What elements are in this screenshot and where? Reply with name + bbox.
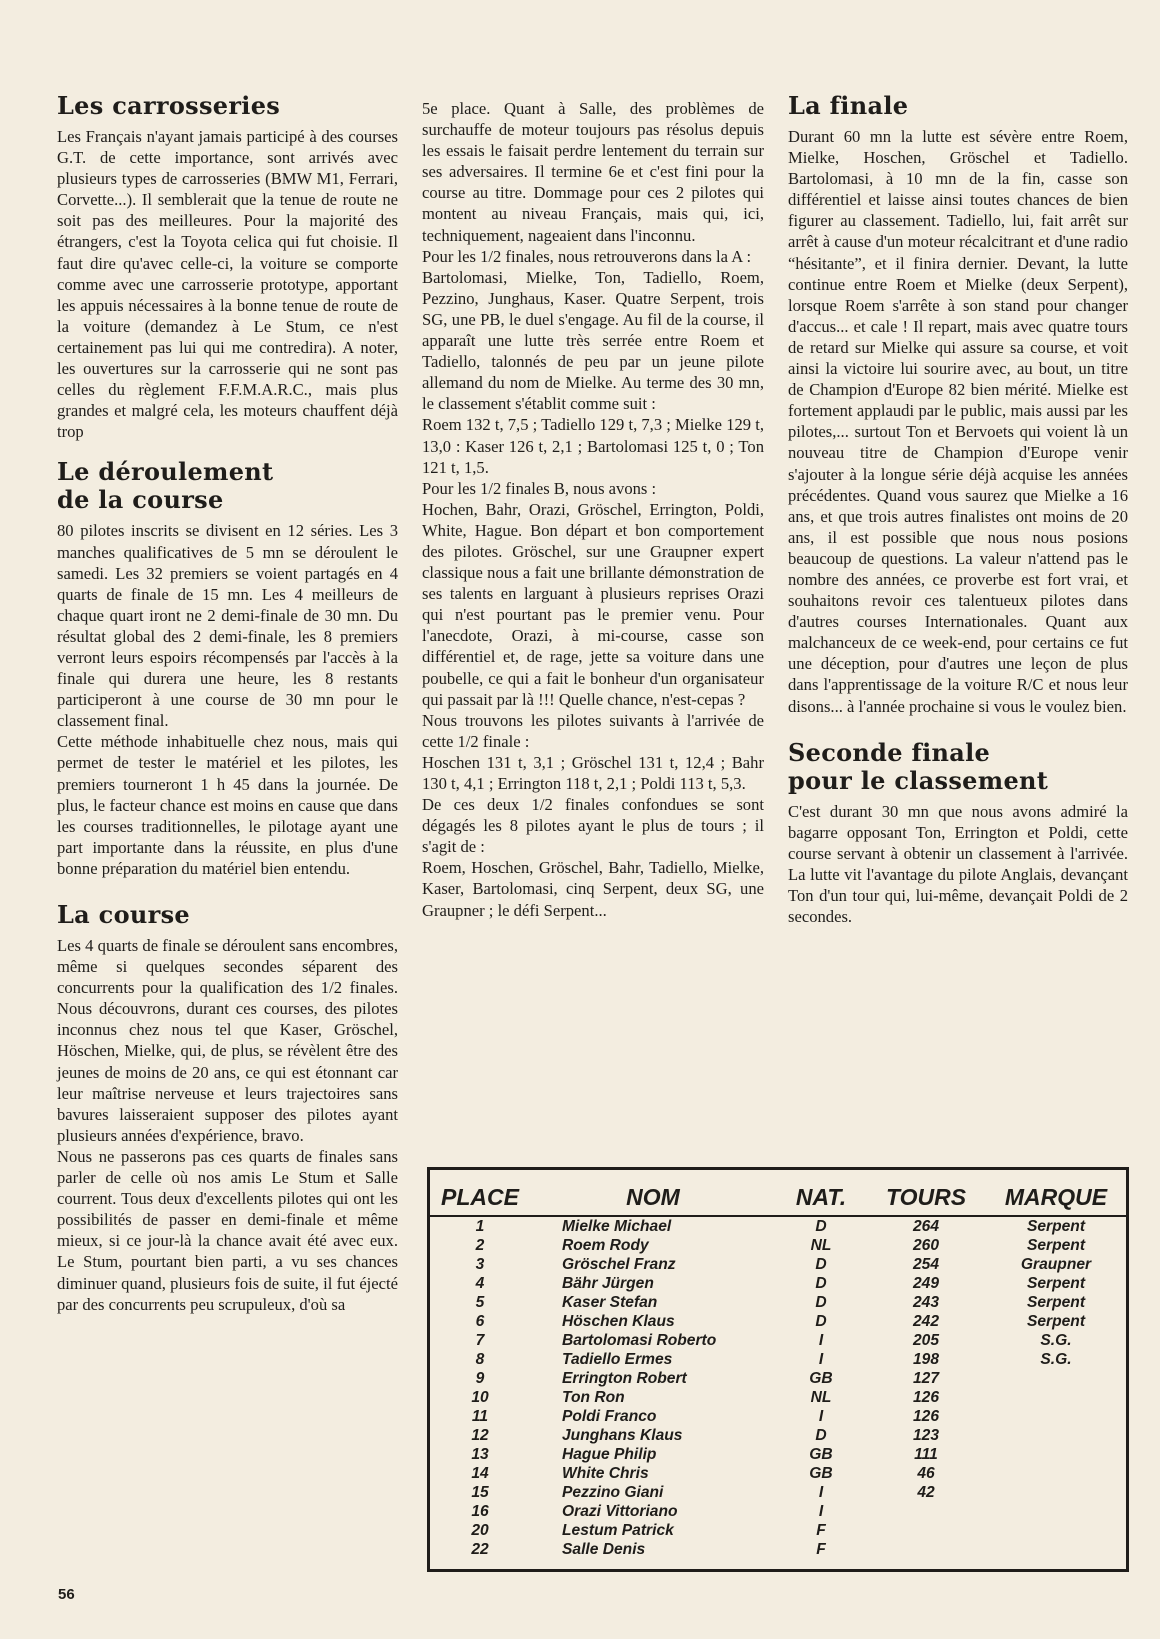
- cell-tours: 242: [912, 1313, 940, 1330]
- results-grid: [430, 1182, 1126, 1559]
- cell-place: 13: [471, 1446, 489, 1463]
- cell-nat: D: [815, 1313, 827, 1330]
- cell-nat: F: [816, 1541, 826, 1558]
- cell-tours: 46: [917, 1465, 935, 1482]
- cell-nom: Lestum Patrick: [562, 1522, 674, 1539]
- cell-tours: 254: [912, 1256, 940, 1273]
- cell-place: 8: [475, 1351, 485, 1368]
- paragraph-col2-6: Hochen, Bahr, Orazi, Gröschel, Errington, Poldi, White, Hague. Bon départ et bon comportement des pilotes. Gröschel, sur une Graupner expert classique nous a fait une brillante démonstration de ses talents en larguant à plusieurs reprises Orazi qui n'est pourtant pas le premier venu. Pour l'anecdote, Orazi, à mi-course, casse son différentiel et, de rage, jette sa voiture dans une poubelle, ce qui a fait le bonheur d'un organisateur qui passait par là !!! Quelle chance, n'est-cepas ?: [422, 499, 764, 709]
- cell-nat: D: [815, 1294, 827, 1311]
- table-row: [430, 1445, 1126, 1464]
- paragraph-col2-3: Bartolomasi, Mielke, Ton, Tadiello, Roem, Pezzino, Junghaus, Kaser. Quatre Serpent, trois SG, une PB, le duel s'engage. Au fil de la course, il apparaît une lutte très serrée entre Roem et Tadiello, talonnés de peu par un jeune pilote allemand du nom de Mielke. Au terme des 30 mn, le classement s'établit comme suit :: [422, 267, 764, 414]
- cell-marque: [986, 1483, 1126, 1502]
- cell-nat: GB: [809, 1446, 833, 1463]
- cell-tours: 42: [917, 1484, 935, 1501]
- cell-nat: GB: [809, 1370, 833, 1387]
- cell-marque: [986, 1464, 1126, 1483]
- cell-nat: I: [818, 1408, 824, 1425]
- cell-marque: [986, 1502, 1126, 1521]
- cell-marque: [986, 1388, 1126, 1407]
- cell-nom: Hague Philip: [562, 1446, 657, 1463]
- heading-deroulement: [57, 458, 398, 514]
- cell-tours: 123: [912, 1427, 940, 1444]
- table-row: [430, 1331, 1126, 1350]
- table-row: [430, 1407, 1126, 1426]
- paragraph-col2-2: Pour les 1/2 finales, nous retrouverons dans la A :: [422, 246, 752, 266]
- cell-nat: I: [818, 1351, 824, 1368]
- cell-marque: S.G.: [1040, 1351, 1072, 1368]
- heading-finale: La finale: [788, 91, 909, 120]
- cell-tours: [866, 1502, 986, 1521]
- paragraph-col2-7: Nous trouvons les pilotes suivants à l'arrivée de cette 1/2 finale :: [422, 710, 764, 751]
- cell-marque: Graupner: [1020, 1256, 1092, 1273]
- column-1: [57, 92, 398, 1315]
- cell-place: 9: [475, 1370, 485, 1387]
- paragraph-carrosseries: Les Français n'ayant jamais participé à des courses G.T. de cette importance, sont arrivés avec plusieurs types de carrosseries (BMW M1, Ferrari, Corvette...). Il semblerait que la tenue de route ne soit pas des meilleures. Pour la majorité des étrangers, c'est la Toyota celica qui fut choisie. Il faut dire qu'avec celle-ci, la voiture se comporte comme avec une carrosserie prototype, apportant les appuis nécessaires à la bonne tenue de route de la voiture (demandez à Le Stum, ce n'est certainement pas lui qui me contredira). A noter, les ouvertures sur la carrosserie qui ne sont pas celles du règlement F.F.M.A.R.C., mais plus grandes et malgré cela, les moteurs chauffent déjà trop: [57, 127, 398, 442]
- cell-marque: [986, 1369, 1126, 1388]
- heading-deroulement-line1: Le déroulement: [57, 457, 274, 487]
- table-row: [430, 1464, 1126, 1483]
- cell-place: 1: [475, 1218, 485, 1235]
- cell-nom: Bähr Jürgen: [562, 1275, 654, 1292]
- header-marque: MARQUE: [986, 1182, 1126, 1216]
- heading-deroulement-line2: de la course: [57, 485, 224, 515]
- cell-tours: 126: [912, 1408, 940, 1425]
- cell-nom: Bartolomasi Roberto: [562, 1332, 717, 1349]
- table-row: [430, 1502, 1126, 1521]
- table-row: [430, 1274, 1126, 1293]
- cell-place: 10: [471, 1389, 489, 1406]
- page-number: 56: [58, 1586, 75, 1603]
- table-row: [430, 1540, 1126, 1559]
- cell-nom: White Chris: [562, 1465, 649, 1482]
- cell-nom: Poldi Franco: [562, 1408, 657, 1425]
- table-row: [430, 1255, 1126, 1274]
- paragraph-deroulement-2: Cette méthode inhabituelle chez nous, mais qui permet de tester le matériel et les pilotes, les premiers tourneront 1 h 45 dans la journée. De plus, le facteur chance est moins en cause que dans les courses traditionnelles, le pilotage ayant une part importante dans la réussite, en plus d'une bonne préparation du matériel bien entendu.: [57, 732, 398, 878]
- cell-nom: Ton Ron: [562, 1389, 625, 1406]
- table-row: [430, 1521, 1126, 1540]
- table-row: [430, 1388, 1126, 1407]
- cell-nat: NL: [810, 1389, 832, 1406]
- cell-place: 12: [471, 1427, 489, 1444]
- table-row: [430, 1293, 1126, 1312]
- paragraph-col2-4: Roem 132 t, 7,5 ; Tadiello 129 t, 7,3 ; Mielke 129 t, 13,0 : Kaser 126 t, 2,1 ; Bartolomasi 125 t, 0 ; Ton 121 t, 1,5.: [422, 415, 764, 477]
- cell-nom: Tadiello Ermes: [562, 1351, 673, 1368]
- table-header-row: [430, 1182, 1126, 1216]
- header-tours: TOURS: [866, 1182, 986, 1216]
- cell-nom: Höschen Klaus: [562, 1313, 675, 1330]
- paragraph-course-1: Les 4 quarts de finale se déroulent sans encombres, même si quelques secondes séparent des concurrents pour la qualification des 1/2 finales. Nous découvrons, durant ces courses, des pilotes inconnus chez nous tel que Kaser, Gröschel, Höschen, Mielke, qui, de plus, se révèlent être des jeunes de moins de 20 ans, ce qui est étonnant car leur maîtrise nerveuse et leurs trajectoires sans bavures laisseraient supposer des pilotes ayant plusieurs années d'expérience, bravo.: [57, 936, 398, 1145]
- cell-tours: 260: [912, 1237, 940, 1254]
- cell-nat: I: [818, 1332, 824, 1349]
- paragraph-deroulement-1: 80 pilotes inscrits se divisent en 12 séries. Les 3 manches qualificatives de 5 mn se déroulent le samedi. Les 32 premiers se voient partagés en 4 quarts de finale de 15 mn. Les 4 meilleurs de chaque quart iront ne 2 demi-finale de 30 mn. Du résultat global des 2 demi-finale, les 8 premiers verront leurs espoirs récompensés par l'accès à la finale qui durera une heure, les 8 restants participeront à une course de 30 mn pour le classement final.: [57, 521, 398, 731]
- cell-tours: 127: [912, 1370, 940, 1387]
- cell-nat: D: [815, 1218, 827, 1235]
- header-nom: NOM: [530, 1182, 776, 1216]
- cell-marque: Serpent: [1026, 1294, 1086, 1311]
- cell-nom: Salle Denis: [562, 1541, 646, 1558]
- header-nat: NAT.: [776, 1182, 866, 1216]
- cell-marque: [986, 1521, 1126, 1540]
- cell-place: 14: [471, 1465, 489, 1482]
- cell-nom: Pezzino Giani: [562, 1484, 664, 1501]
- cell-place: 2: [475, 1237, 485, 1254]
- cell-marque: [986, 1407, 1126, 1426]
- cell-place: 3: [475, 1256, 485, 1273]
- cell-tours: 198: [912, 1351, 940, 1368]
- table-row: [430, 1369, 1126, 1388]
- cell-marque: Serpent: [1026, 1275, 1086, 1292]
- cell-tours: [866, 1521, 986, 1540]
- cell-tours: [866, 1540, 986, 1559]
- cell-place: 20: [471, 1522, 489, 1539]
- cell-nom: Errington Robert: [562, 1370, 687, 1387]
- results-table: [427, 1167, 1129, 1572]
- paragraph-col2-1: 5e place. Quant à Salle, des problèmes de surchauffe de moteur toujours pas résolus depuis les essais le faisait perdre lentement du terrain sur ses adversaires. Il termine 6e et c'est fini pour la course au titre. Dommage pour ces 2 pilotes qui montent au niveau Français, mais qui, ici, techniquement, nageaient dans l'inconnu.: [422, 99, 764, 245]
- table-row: [430, 1312, 1126, 1331]
- cell-nat: NL: [810, 1237, 832, 1254]
- cell-marque: [986, 1540, 1126, 1559]
- table-row: [430, 1483, 1126, 1502]
- heading-seconde-finale: [788, 739, 1128, 795]
- cell-place: 7: [475, 1332, 485, 1349]
- cell-nom: Junghans Klaus: [562, 1427, 683, 1444]
- cell-nat: GB: [809, 1465, 833, 1482]
- column-3: [788, 92, 1128, 927]
- cell-place: 6: [475, 1313, 485, 1330]
- paragraph-col2-10: Roem, Hoschen, Gröschel, Bahr, Tadiello, Mielke, Kaser, Bartolomasi, cinq Serpent, deux SG, une Graupner ; le défi Serpent...: [422, 858, 764, 920]
- table-row: [430, 1216, 1126, 1236]
- cell-nom: Gröschel Franz: [562, 1256, 676, 1273]
- cell-nom: Kaser Stefan: [562, 1294, 658, 1311]
- results-body: [430, 1216, 1126, 1559]
- cell-nat: D: [815, 1275, 827, 1292]
- cell-place: 15: [471, 1484, 489, 1501]
- heading-seconde-line1: Seconde finale: [788, 737, 991, 767]
- cell-tours: 264: [912, 1218, 940, 1235]
- table-row: [430, 1236, 1126, 1255]
- cell-marque: [986, 1426, 1126, 1445]
- cell-place: 4: [475, 1275, 485, 1292]
- cell-tours: 111: [914, 1446, 938, 1463]
- cell-marque: Serpent: [1026, 1218, 1086, 1235]
- cell-nom: Roem Rody: [562, 1237, 649, 1254]
- cell-nom: Mielke Michael: [562, 1218, 672, 1235]
- heading-seconde-line2: pour le classement: [788, 765, 1049, 795]
- cell-nat: D: [815, 1256, 827, 1273]
- cell-tours: 126: [912, 1389, 940, 1406]
- paragraph-col2-8: Hoschen 131 t, 3,1 ; Gröschel 131 t, 12,4 ; Bahr 130 t, 4,1 ; Errington 118 t, 2,1 ; Poldi 113 t, 5,3.: [422, 752, 764, 793]
- cell-nom: Orazi Vittoriano: [562, 1503, 678, 1520]
- cell-tours: 249: [912, 1275, 940, 1292]
- paragraph-col2-9: De ces deux 1/2 finales confondues se sont dégagés les 8 pilotes ayant le plus de tours ; il s'agit de :: [422, 795, 764, 857]
- cell-tours: 205: [912, 1332, 940, 1349]
- paragraph-seconde-finale: C'est durant 30 mn que nous avons admiré la bagarre opposant Ton, Errington et Poldi, cette course servant à obtenir un classement à l'arrivée. La lutte vit l'avantage du pilote Anglais, devançant Ton d'un tour qui, lui-même, devançait Poldi de 2 secondes.: [788, 801, 1128, 927]
- cell-tours: 243: [912, 1294, 940, 1311]
- header-place: PLACE: [430, 1182, 530, 1216]
- cell-place: 5: [475, 1294, 485, 1311]
- cell-marque: Serpent: [1026, 1313, 1086, 1330]
- cell-nat: F: [816, 1522, 826, 1539]
- table-row: [430, 1350, 1126, 1369]
- heading-carrosseries: Les carrosseries: [57, 91, 281, 120]
- paragraph-col2-5: Pour les 1/2 finales B, nous avons :: [422, 478, 657, 498]
- table-row: [430, 1426, 1126, 1445]
- cell-marque: Serpent: [1026, 1237, 1086, 1254]
- heading-course: La course: [57, 900, 190, 929]
- paragraph-course-2: Nous ne passerons pas ces quarts de finales sans parler de celle où nos amis Le Stum et Salle courrent. Tous deux d'excellents pilotes qui ont les possibilités de passer en demi-finale et même mieux, si ce jour-là la chance avait été avec eux. Le Stum, pourtant bien parti, a vu ses chances diminuer quand, plusieurs fois de suite, il fut éjecté par des concurrents peu scrupuleux, d'où sa: [57, 1146, 398, 1314]
- cell-place: 16: [471, 1503, 489, 1520]
- cell-marque: [986, 1445, 1126, 1464]
- cell-nat: I: [818, 1484, 824, 1501]
- cell-marque: S.G.: [1040, 1332, 1072, 1349]
- column-2: [422, 98, 764, 921]
- cell-place: 22: [471, 1541, 489, 1558]
- cell-nat: D: [815, 1427, 827, 1444]
- cell-place: 11: [471, 1408, 489, 1425]
- paragraph-finale: Durant 60 mn la lutte est sévère entre Roem, Mielke, Hoschen, Gröschel et Tadiello. Bartolomasi, à 10 mn de la fin, casse son différentiel et laisse ainsi toutes chances de bien figurer au classement. Tadiello, lui, fait arrêt sur arrêt à cause d'un moteur récalcitrant et d'une radio “hésitante”, et il finira dernier. Devant, la lutte continue entre Roem et Mielke (deux Serpent), lorsque Roem s'arrête à son stand pour changer d'accus... et cale ! Il repart, mais avec quatre tours de retard sur Mielke qui assure sa course, et voit ainsi la victoire lui sourire avec, au bout, un titre de Champion d'Europe 82 bien mérité. Mielke est fortement applaudi par le public, mais aussi par les pilotes,... surtout Ton et Bervoets qui voient là un nouveau titre de Champion d'Europe venir s'ajouter à la longue série déjà acquise les années précédentes. Quand vous saurez que Mielke a 16 ans, et que trois autres finalistes ont moins de 20 ans, il est possible que nous nous posions beaucoup de questions. La valeur n'attend pas le nombre des années, ce proverbe est fort vrai, et souhaitons revoir ces talentueux pilotes dans d'autres courses Internationales. Quant aux malchanceux de ce week-end, pour certains ce fut une déception, pour d'autres une leçon de plus dans l'apprentissage de la voiture R/C et nous leur disons... à l'année prochaine si vous le voulez bien.: [788, 127, 1128, 716]
- cell-nat: I: [818, 1503, 824, 1520]
